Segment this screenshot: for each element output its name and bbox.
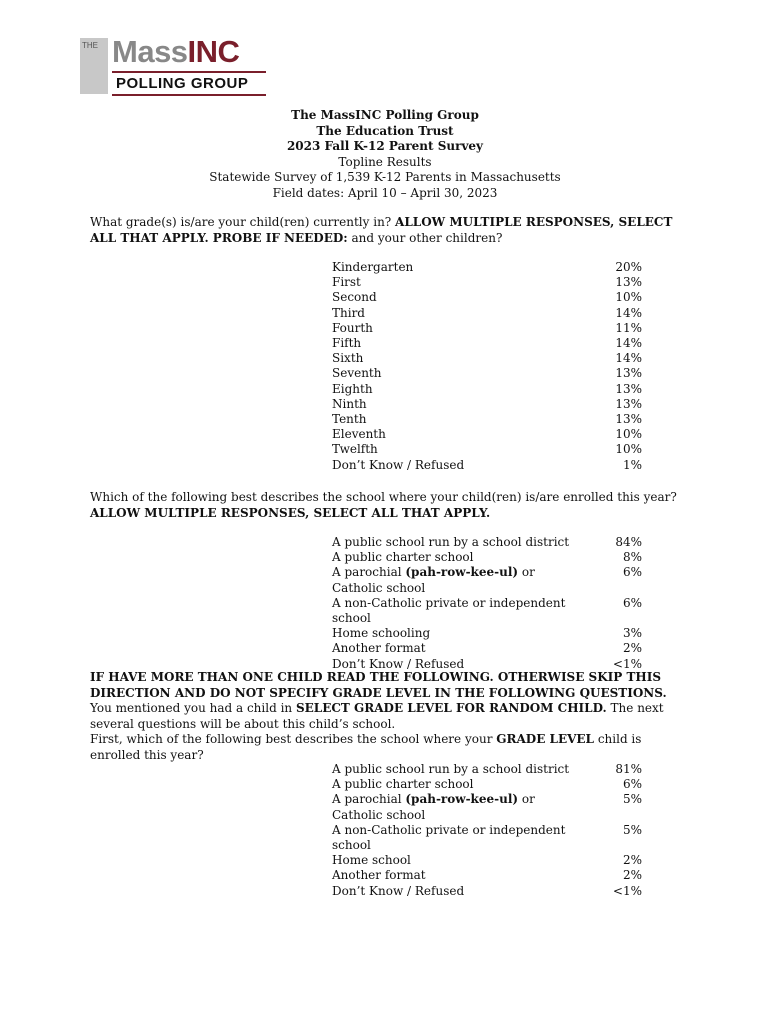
header-field-dates: Field dates: April 10 – April 30, 2023 [272, 185, 498, 200]
result-row [332, 868, 642, 883]
result-value: 13% [615, 412, 642, 427]
result-label-post: or Catholic school [332, 792, 535, 822]
q3-grade-level: GRADE LEVEL [496, 732, 594, 746]
direction-text-2: The next several questions will be about this child’s school. [90, 701, 664, 731]
result-label: A public school run by a school district [332, 535, 570, 549]
result-row [332, 397, 642, 412]
result-value: <1% [612, 883, 642, 898]
q2-instruction: ALLOW MULTIPLE RESPONSES, SELECT ALL THAT APPLY. [90, 505, 491, 520]
result-label: Fifth [332, 336, 362, 351]
result-value: 2% [622, 853, 642, 868]
result-label-pronunciation: (pah-row-kee-ul) [405, 565, 519, 580]
result-label [332, 565, 572, 595]
result-label: A non-Catholic private or independent school [332, 595, 566, 626]
result-row [332, 853, 642, 868]
result-row [332, 792, 642, 822]
result-label: Home school [332, 853, 411, 868]
result-value: 84% [615, 535, 642, 549]
result-row [332, 565, 642, 595]
result-label: Don’t Know / Refused [332, 457, 465, 472]
result-value: 10% [615, 442, 642, 457]
result-label: Another format [332, 868, 426, 883]
result-row [332, 321, 642, 336]
result-row [332, 290, 642, 305]
result-row [332, 336, 642, 351]
logo-mass: Mass [112, 34, 188, 69]
result-value: 6% [622, 777, 642, 792]
result-row [332, 823, 642, 853]
result-label: Sixth [332, 351, 364, 366]
result-label: First [332, 275, 361, 290]
q3-results-table [332, 762, 642, 899]
result-label: Tenth [332, 412, 367, 427]
result-value: 8% [622, 550, 642, 565]
result-value: 6% [622, 565, 642, 580]
result-row [332, 884, 642, 899]
direction-bold-1: IF HAVE MORE THAN ONE CHILD READ THE FOLLOWING. OTHERWISE SKIP THIS DIRECTION AND DO NOT SPECIFY GRADE LEVEL IN THE FOLLOWING QUESTIONS. [90, 670, 667, 700]
result-value: 13% [615, 396, 642, 411]
result-label: Eleventh [332, 427, 386, 442]
result-value: 5% [622, 822, 642, 837]
q1-instruction: ALLOW MULTIPLE RESPONSES, SELECT ALL THAT APPLY. PROBE IF NEEDED: [90, 215, 673, 245]
logo-the: THE [82, 41, 98, 50]
result-label: Second [332, 290, 377, 305]
result-value: 14% [615, 351, 642, 366]
result-label: A non-Catholic private or independent school [332, 822, 566, 853]
header-survey-title: 2023 Fall K-12 Parent Survey [286, 139, 484, 153]
result-label: Eighth [332, 381, 373, 396]
result-value: 3% [622, 626, 642, 641]
q1-text: What grade(s) is/are your child(ren) currently in? [90, 215, 396, 229]
result-label-post: or Catholic school [332, 565, 535, 595]
result-label: Another format [332, 641, 426, 656]
q1-text-2: and your other children? [347, 230, 503, 245]
direction-bold-2: SELECT GRADE LEVEL FOR RANDOM CHILD. [295, 701, 607, 715]
result-row [332, 626, 642, 641]
result-label: Ninth [332, 396, 367, 411]
result-row [332, 427, 642, 442]
result-label: Fourth [332, 320, 373, 335]
logo-polling-group: POLLING GROUP [116, 75, 249, 92]
result-value: 11% [615, 320, 642, 335]
result-value: 13% [615, 275, 642, 290]
result-row [332, 351, 642, 366]
result-value: 10% [615, 427, 642, 442]
result-value: 10% [615, 290, 642, 305]
result-label: Seventh [332, 366, 382, 381]
result-value: 13% [615, 366, 642, 381]
result-label: Third [332, 305, 365, 320]
result-label [332, 792, 572, 822]
result-label-pre: A parochial [332, 565, 406, 580]
result-label: A public school run by a school district [332, 762, 570, 776]
logo-rule-bottom [112, 94, 266, 96]
direction-text-1: You mentioned you had a child in [90, 701, 296, 715]
result-row [332, 596, 642, 626]
result-value: 81% [615, 762, 642, 776]
result-row [332, 382, 642, 397]
result-label: Don’t Know / Refused [332, 656, 465, 671]
q3-text: First, which of the following best describes the school where your [90, 732, 497, 746]
result-row [332, 458, 642, 473]
result-row [332, 535, 642, 550]
result-value: 20% [615, 260, 642, 274]
result-label: Don’t Know / Refused [332, 883, 465, 898]
question-2 [90, 490, 680, 521]
q3-text-2: child is enrolled this year? [90, 732, 642, 762]
result-row [332, 442, 642, 457]
result-row [332, 260, 642, 275]
result-row [332, 366, 642, 381]
header-org: The MassINC Polling Group [291, 108, 479, 122]
result-value: 6% [622, 595, 642, 610]
result-value: 14% [615, 336, 642, 351]
result-label: Twelfth [332, 442, 378, 457]
result-row [332, 641, 642, 656]
logo-wordmark [112, 34, 239, 70]
result-value: <1% [612, 656, 642, 671]
direction-block [90, 670, 680, 732]
header-partner: The Education Trust [316, 123, 454, 138]
result-label: Home schooling [332, 626, 431, 641]
result-row [332, 412, 642, 427]
result-value: 13% [615, 381, 642, 396]
header-sample: Statewide Survey of 1,539 K-12 Parents in Massachusetts [209, 170, 561, 184]
result-value: 5% [622, 792, 642, 807]
question-1 [90, 215, 680, 246]
logo-rule-top [112, 71, 266, 73]
result-value: 14% [615, 305, 642, 320]
result-row [332, 550, 642, 565]
result-label-pre: A parochial [332, 792, 406, 807]
q2-results-table [332, 535, 642, 672]
result-label-pronunciation: (pah-row-kee-ul) [405, 792, 519, 807]
result-row [332, 275, 642, 290]
question-3 [90, 732, 680, 763]
q1-results-table [332, 260, 642, 473]
header-topline: Topline Results [338, 154, 432, 169]
logo-inc: INC [187, 34, 240, 69]
result-value: 2% [622, 641, 642, 656]
result-row [332, 762, 642, 777]
result-label: A public charter school [332, 777, 474, 792]
result-value: 1% [622, 457, 642, 472]
document-header [0, 108, 770, 201]
result-label: Kindergarten [332, 260, 414, 274]
result-row [332, 777, 642, 792]
masinc-logo [80, 34, 270, 96]
result-value: 2% [622, 868, 642, 883]
q2-text: Which of the following best describes the school where your child(ren) is/are enrolled this year? [90, 490, 677, 504]
result-label: A public charter school [332, 550, 474, 565]
result-row [332, 306, 642, 321]
